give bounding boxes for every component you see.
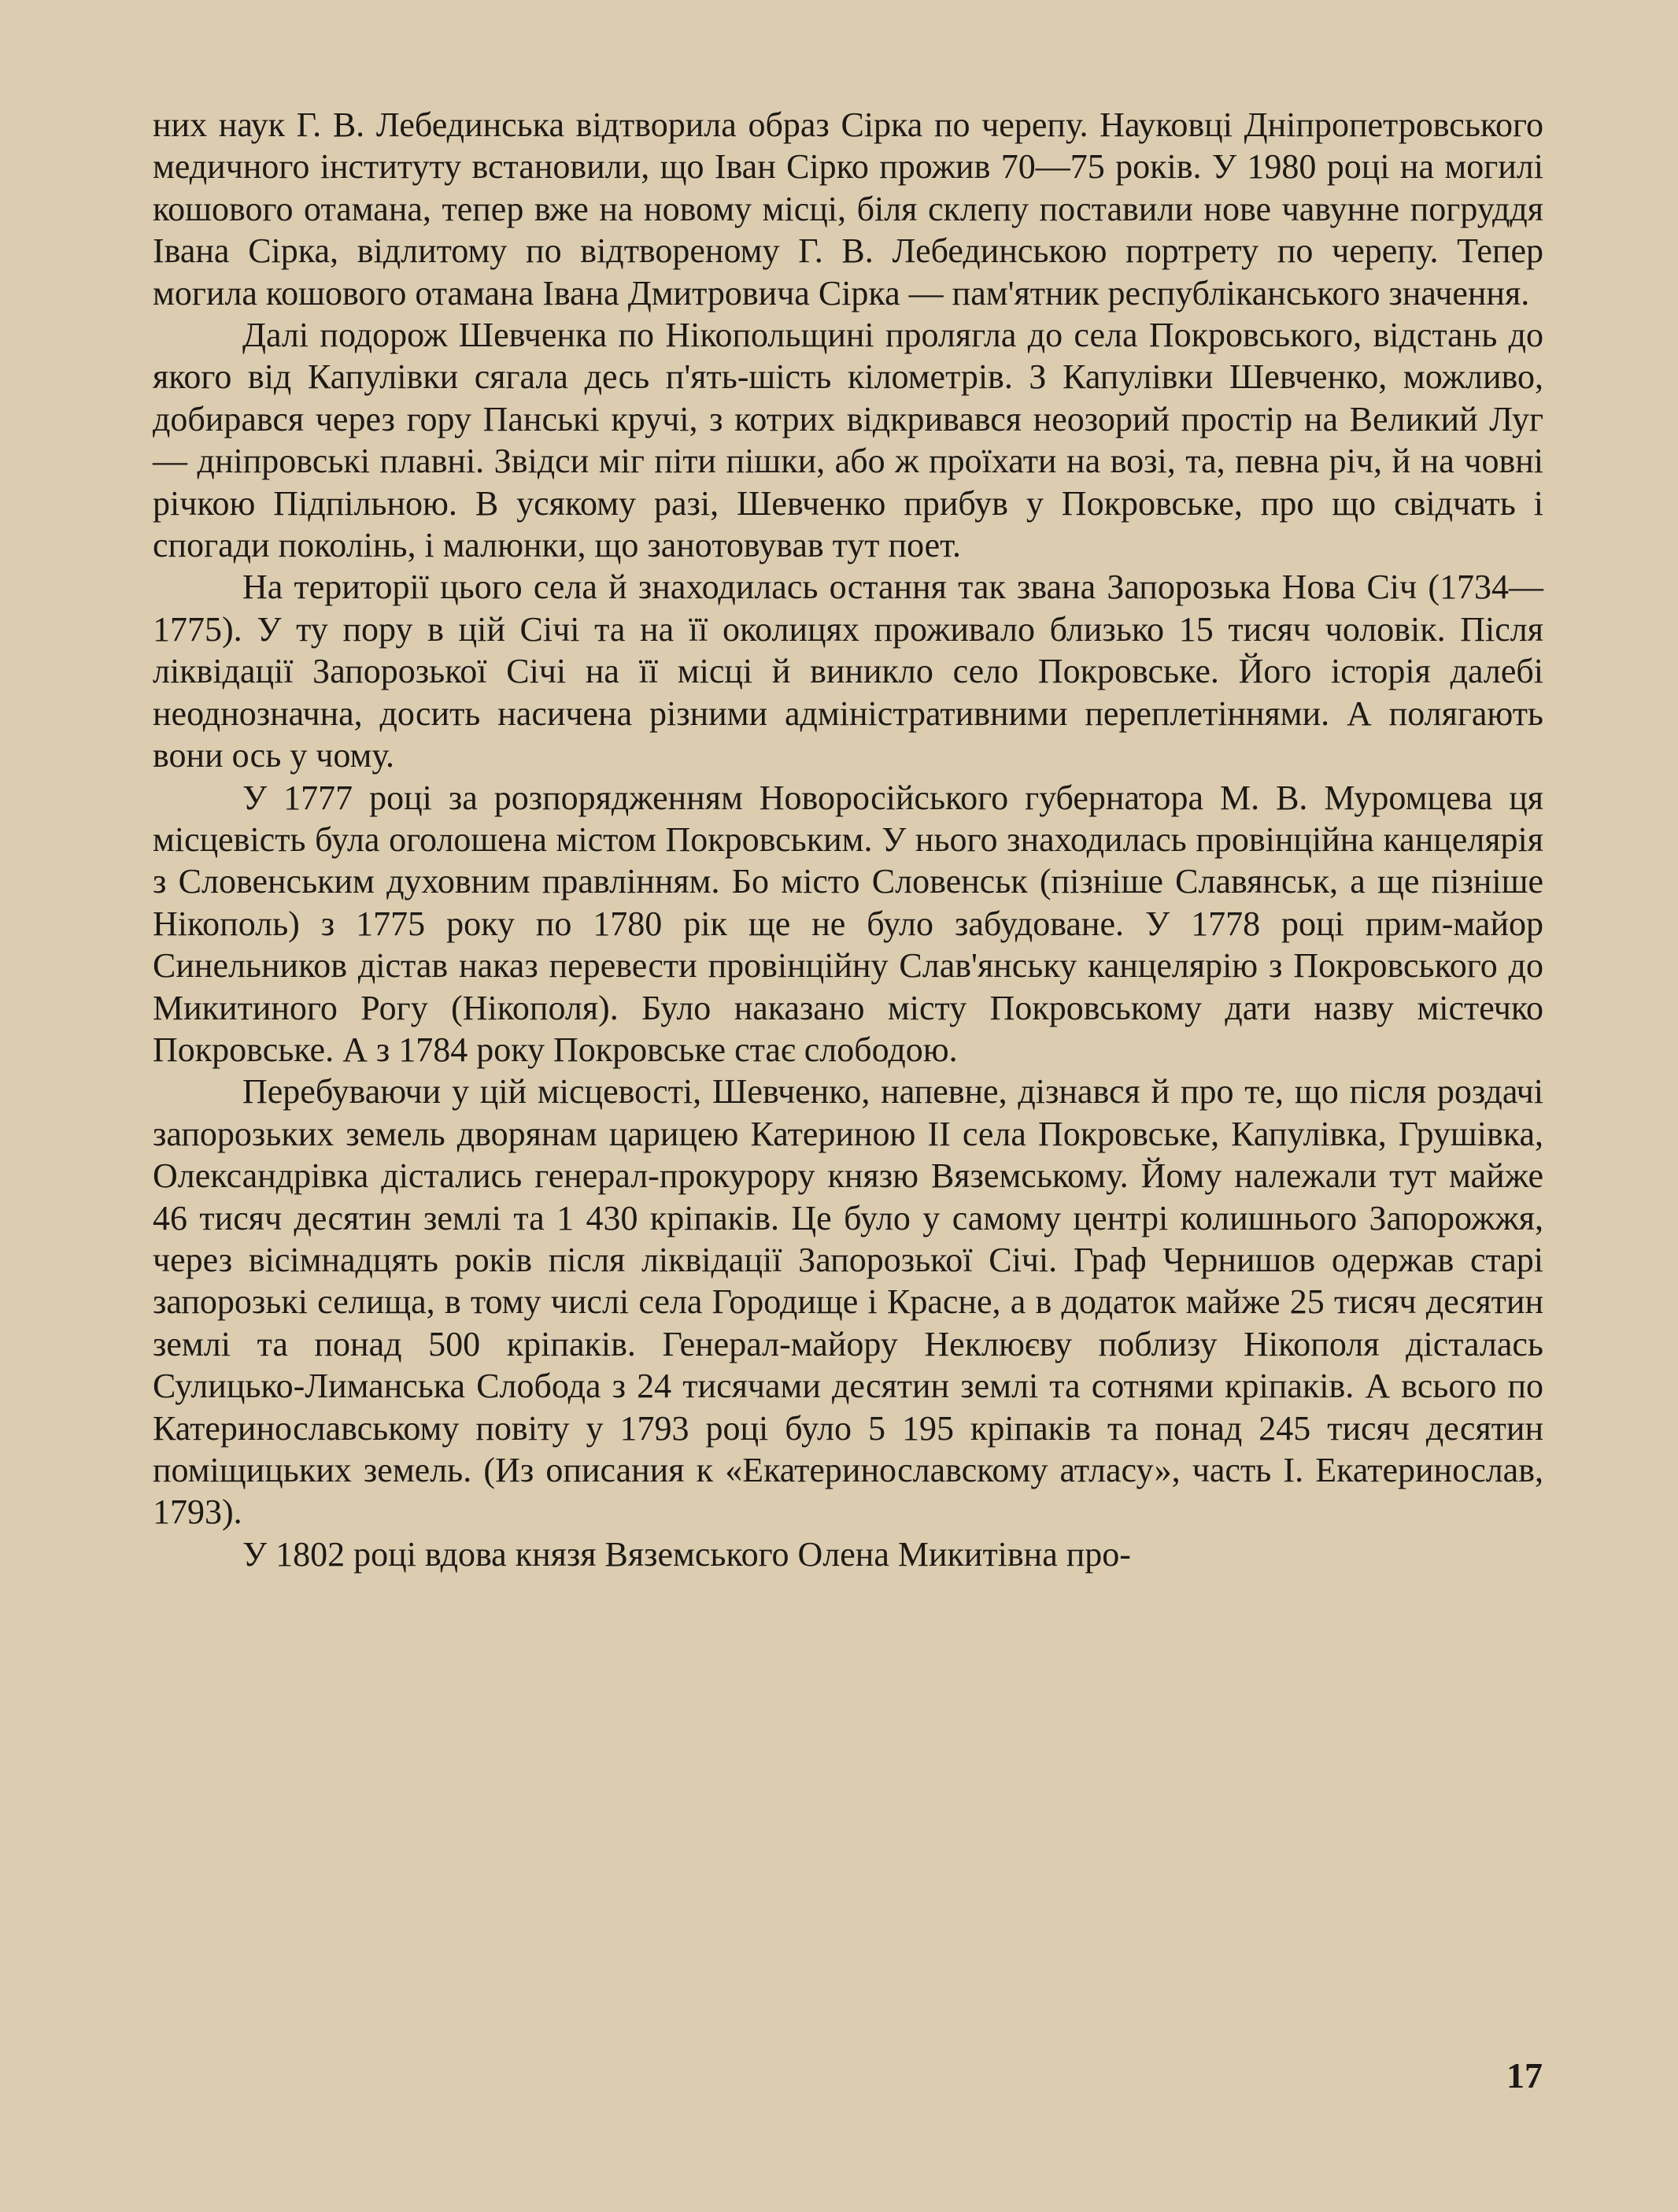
paragraph-6: У 1802 році вдова князя Вяземського Олена Микитівна про-: [242, 1534, 1131, 1574]
body-text: [153, 104, 1543, 1575]
paragraph-5: Перебуваючи у цій місцевості, Шевченко, напевне, дізнався й про те, що після роздачі запорозьких земель дворянам царицею Катериною II села Покровське, Капулівка, Грушівка, Олександрівка дістались генерал-прокурору князю Вяземському. Йому належали тут майже 46 тисяч десятин землі та 1 430 кріпаків. Це було у самому центрі колишнього Запорожжя, через вісімнадцять років після ліквідації Запорозької Січі. Граф Чернишов одержав старі запорозькі селища, в тому числі села Городище і Красне, а в додаток майже 25 тисяч десятин землі та понад 500 кріпаків. Генерал-майору Неклюєву поблизу Нікополя дісталась Сулицько-Лиманська Слобода з 24 тисячами десятин землі та сотнями кріпаків. А всього по Катеринославському повіту у 1793 році було 5 195 кріпаків та понад 245 тисяч десятин поміщицьких земель. (Из описания к «Екатеринославскому атласу», часть I. Екатеринослав, 1793).: [153, 1072, 1543, 1532]
paragraph-2: Далі подорож Шевченка по Нікопольщині пролягла до села Покровського, відстань до якого від Капулівки сягала десь п'ять-шість кілометрів. З Капулівки Шевченко, можливо, добирався через гору Панські кручі, з котрих відкривався неозорий простір на Великий Луг — дніпровські плавні. Звідси міг піти пішки, або ж проїхати на возі, та, певна річ, й на човні річкою Підпільною. В усякому разі, Шевченко прибув у Покровське, про що свідчать і спогади поколінь, і малюнки, що занотовував тут поет.: [153, 316, 1543, 565]
page-number: 17: [1506, 2055, 1543, 2095]
paragraph-3: На території цього села й знаходилась остання так звана Запорозька Нова Січ (1734—1775). У ту пору в цій Січі та на її околицях проживало близько 15 тисяч чоловік. Після ліквідації Запорозької Січі на її місці й виникло село Покровське. Його історія далебі неоднозначна, досить насичена різними адміністративними переплетіннями. А полягають вони ось у чому.: [153, 568, 1543, 775]
paragraph-4: У 1777 році за розпорядженням Новоросійського губернатора М. В. Муромцева ця місцевість була оголошена містом Покровським. У нього знаходилась провінційна канцелярія з Словенським духовним правлінням. Бо місто Словенськ (пізніше Славянськ, а ще пізніше Нікополь) з 1775 року по 1780 рік ще не було забудоване. У 1778 році прим-майор Синельников дістав наказ перевести провінційну Слав'янську канцелярію з Покровського до Микитиного Рогу (Нікополя). Було наказано місту Покровському дати назву містечко Покровське. А з 1784 року Покровське стає слободою.: [153, 778, 1543, 1069]
paragraph-1: них наук Г. В. Лебединська відтворила образ Сірка по черепу. Науковці Дніпропетровського медичного інституту встановили, що Іван Сірко прожив 70—75 років. У 1980 році на могилі кошового отамана, тепер вже на новому місці, біля склепу поставили нове чавунне погруддя Івана Сірка, відлитому по відтвореному Г. В. Лебединською портрету по черепу. Тепер могила кошового отамана Івана Дмитровича Сірка — пам'ятник республіканського значення.: [153, 105, 1543, 313]
